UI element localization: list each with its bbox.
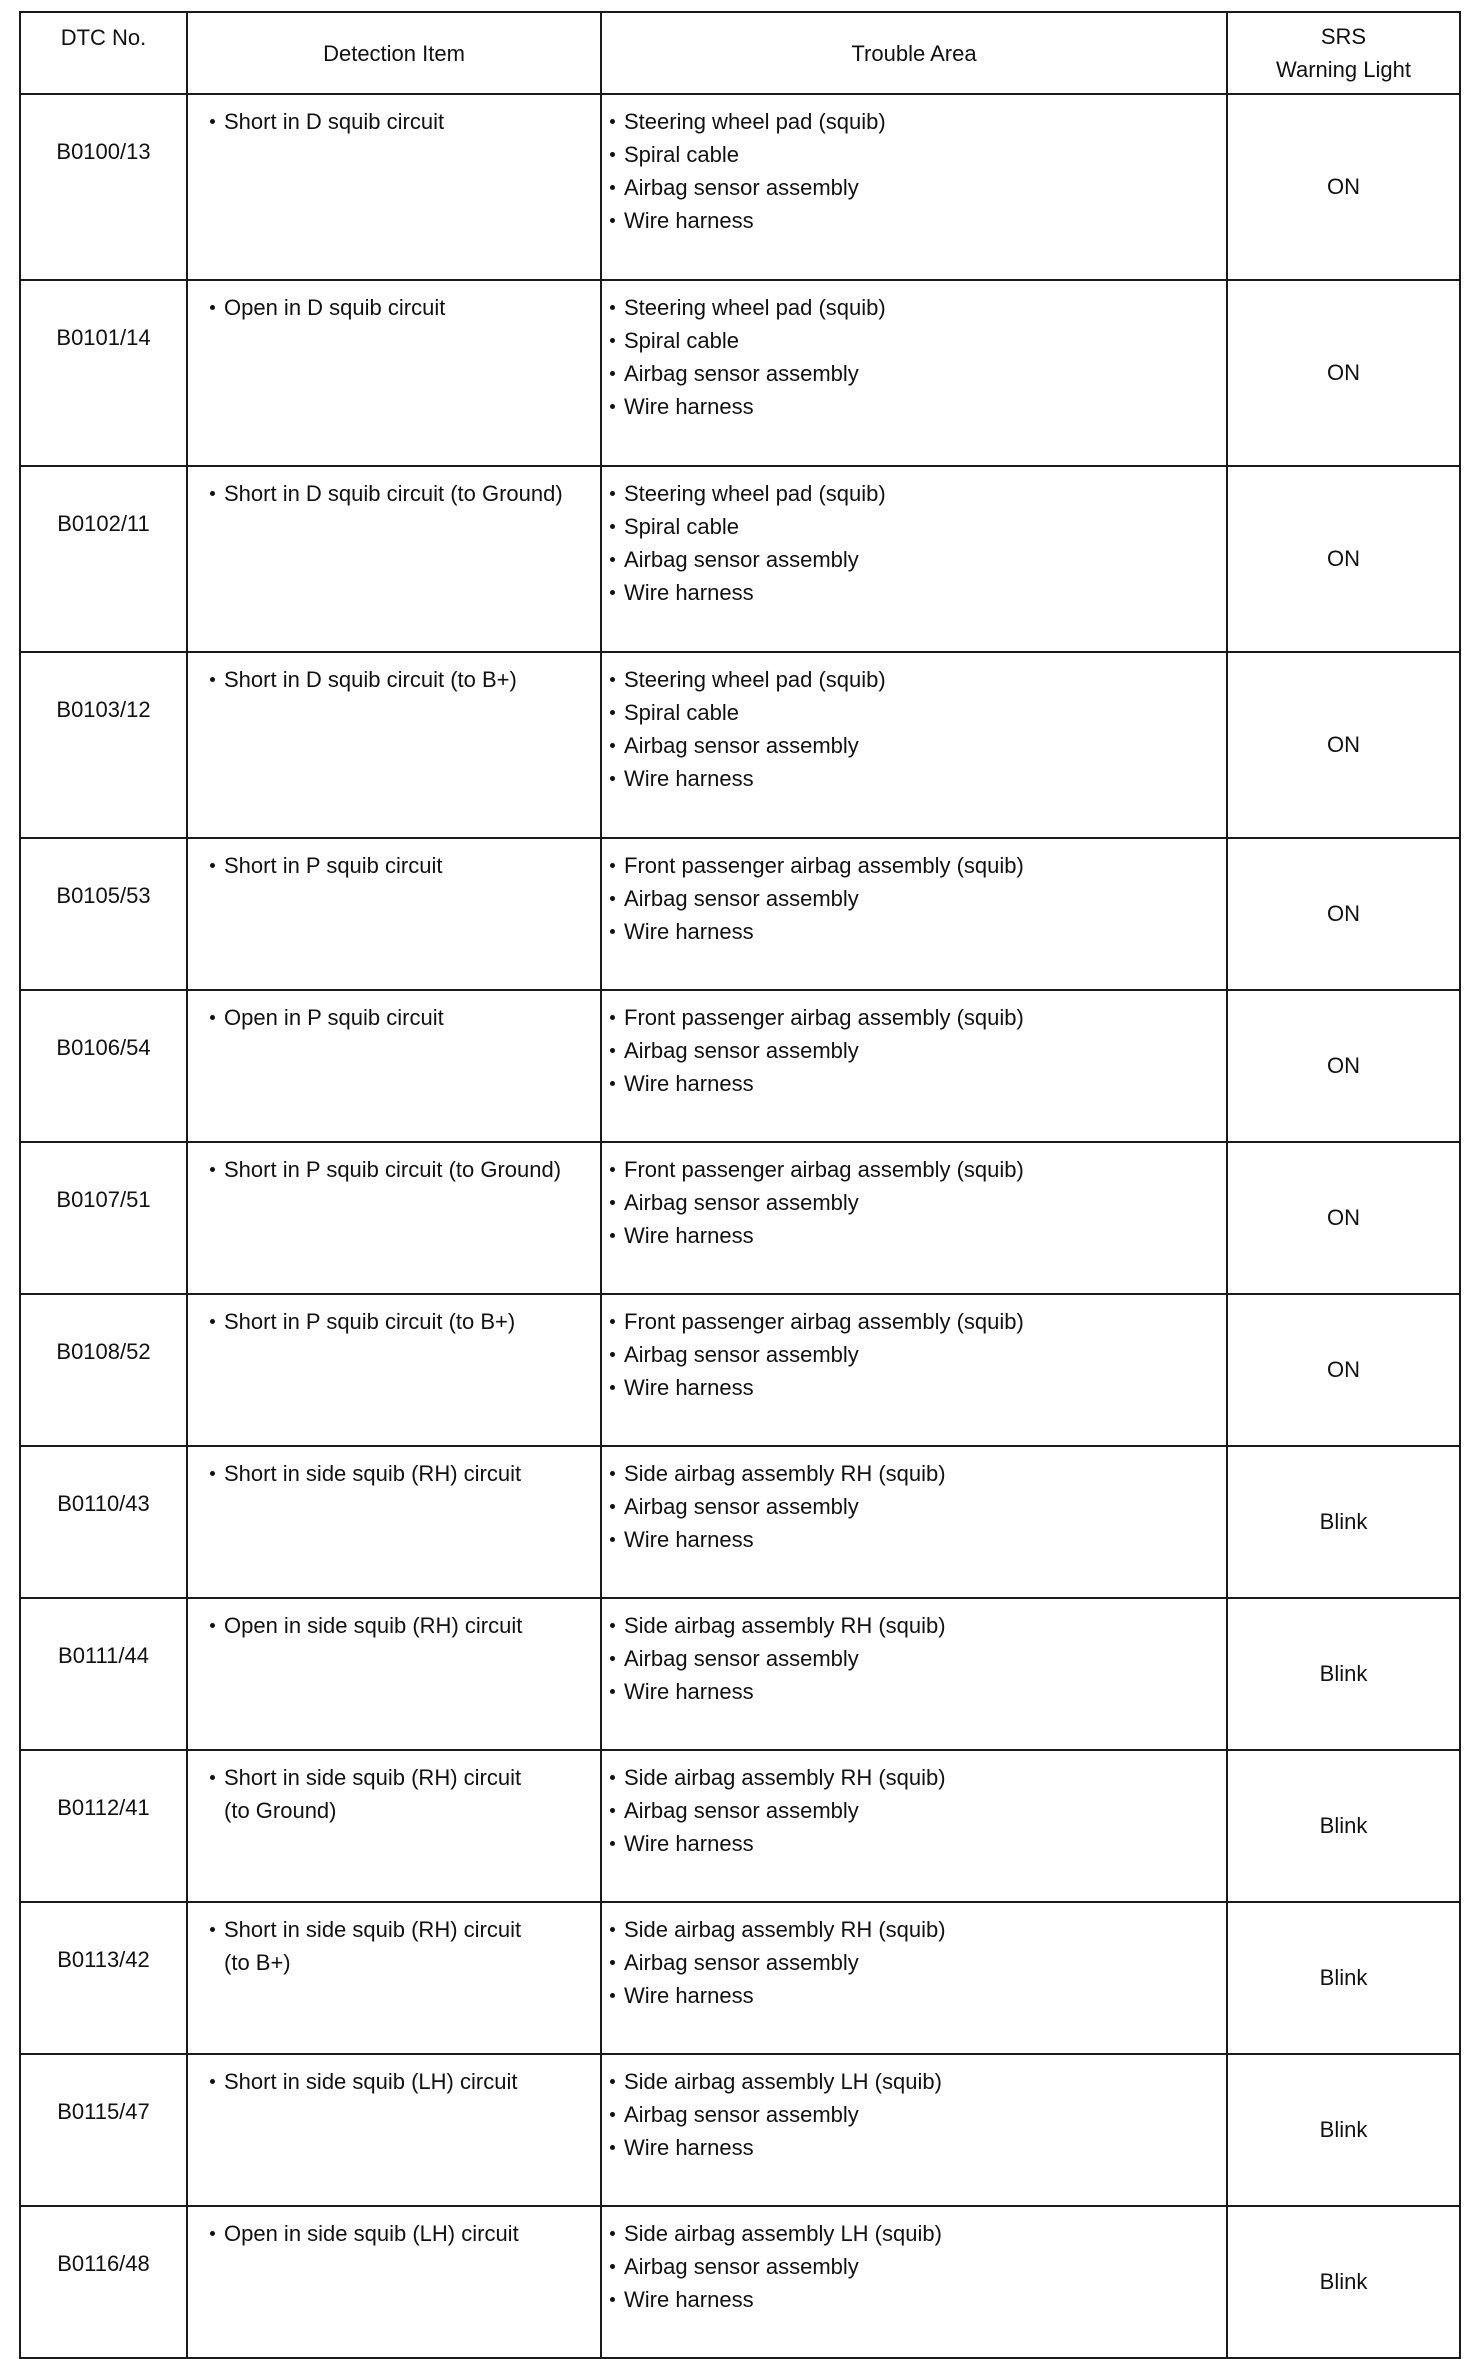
- trouble-area-item: Airbag sensor assembly: [610, 171, 1218, 204]
- header-srs-line1: SRS: [1320, 24, 1367, 49]
- table-row: [20, 1902, 1460, 2054]
- trouble-area-item: Airbag sensor assembly: [610, 1186, 1218, 1219]
- detection-item-text: Open in D squib circuit: [210, 291, 592, 324]
- table-row: [20, 2054, 1460, 2206]
- trouble-area-item: Wire harness: [610, 1371, 1218, 1404]
- dtc-code: B0116/48: [20, 2206, 187, 2358]
- trouble-area-cell: [601, 1446, 1227, 1598]
- detection-item-cell: [187, 1142, 601, 1294]
- dtc-code: B0101/14: [20, 280, 187, 466]
- trouble-area-cell: [601, 1902, 1227, 2054]
- trouble-area-item: Wire harness: [610, 390, 1218, 423]
- trouble-area-item: Wire harness: [610, 1979, 1218, 2012]
- trouble-area-item: Steering wheel pad (squib): [610, 105, 1218, 138]
- dtc-code: B0102/11: [20, 466, 187, 652]
- detection-item-text: Short in D squib circuit (to B+): [210, 663, 592, 696]
- srs-warning-light-status: Blink: [1227, 2054, 1460, 2206]
- detection-item-text: Open in side squib (LH) circuit: [210, 2217, 592, 2250]
- trouble-area-item: Wire harness: [610, 1067, 1218, 1100]
- trouble-area-item: Side airbag assembly LH (squib): [610, 2065, 1218, 2098]
- trouble-area-cell: [601, 2054, 1227, 2206]
- detection-item-cell: [187, 2206, 601, 2358]
- header-row: [20, 12, 1460, 94]
- table-row: [20, 280, 1460, 466]
- trouble-area-item: Wire harness: [610, 576, 1218, 609]
- table-row: [20, 94, 1460, 280]
- trouble-area-item: Front passenger airbag assembly (squib): [610, 1305, 1218, 1338]
- table-row: [20, 1750, 1460, 1902]
- trouble-area-item: Airbag sensor assembly: [610, 1794, 1218, 1827]
- trouble-area-item: Airbag sensor assembly: [610, 543, 1218, 576]
- trouble-area-item: Airbag sensor assembly: [610, 1034, 1218, 1067]
- detection-item-cell: [187, 2054, 601, 2206]
- table-row: [20, 990, 1460, 1142]
- dtc-code: B0100/13: [20, 94, 187, 280]
- dtc-code: B0110/43: [20, 1446, 187, 1598]
- trouble-area-item: Side airbag assembly RH (squib): [610, 1913, 1218, 1946]
- detection-item-cell: [187, 280, 601, 466]
- trouble-area-item: Side airbag assembly LH (squib): [610, 2217, 1218, 2250]
- detection-item-cell: [187, 990, 601, 1142]
- trouble-area-item: Front passenger airbag assembly (squib): [610, 849, 1218, 882]
- trouble-area-cell: [601, 466, 1227, 652]
- trouble-area-cell: [601, 1294, 1227, 1446]
- trouble-area-item: Airbag sensor assembly: [610, 2250, 1218, 2283]
- detection-item-text: Short in D squib circuit: [210, 105, 592, 138]
- trouble-area-item: Wire harness: [610, 1675, 1218, 1708]
- srs-warning-light-status: ON: [1227, 280, 1460, 466]
- trouble-area-item: Spiral cable: [610, 510, 1218, 543]
- trouble-area-item: Side airbag assembly RH (squib): [610, 1457, 1218, 1490]
- header-trouble-area: Trouble Area: [601, 12, 1227, 94]
- detection-item-text: Short in P squib circuit (to B+): [210, 1305, 592, 1338]
- header-srs-warning-light: [1227, 12, 1460, 94]
- srs-warning-light-status: ON: [1227, 838, 1460, 990]
- trouble-area-item: Spiral cable: [610, 324, 1218, 357]
- trouble-area-item: Front passenger airbag assembly (squib): [610, 1001, 1218, 1034]
- detection-item-text: Short in D squib circuit (to Ground): [210, 477, 592, 510]
- dtc-code: B0105/53: [20, 838, 187, 990]
- table-header: [20, 12, 1460, 94]
- header-detection-item: Detection Item: [187, 12, 601, 94]
- detection-item-cell: [187, 1598, 601, 1750]
- table-row: [20, 1446, 1460, 1598]
- dtc-code: B0111/44: [20, 1598, 187, 1750]
- trouble-area-item: Wire harness: [610, 204, 1218, 237]
- detection-item-text: Short in side squib (RH) circuit: [210, 1913, 592, 1946]
- srs-warning-light-status: Blink: [1227, 2206, 1460, 2358]
- trouble-area-item: Spiral cable: [610, 696, 1218, 729]
- detection-item-text: (to Ground): [224, 1798, 337, 1823]
- trouble-area-item: Wire harness: [610, 1219, 1218, 1252]
- srs-warning-light-status: Blink: [1227, 1446, 1460, 1598]
- table-row: [20, 2206, 1460, 2358]
- dtc-code: B0106/54: [20, 990, 187, 1142]
- detection-item-text: Short in side squib (RH) circuit: [210, 1761, 592, 1794]
- detection-item-text: Short in P squib circuit (to Ground): [210, 1153, 592, 1186]
- dtc-code: B0108/52: [20, 1294, 187, 1446]
- trouble-area-item: Wire harness: [610, 2131, 1218, 2164]
- dtc-code: B0103/12: [20, 652, 187, 838]
- detection-item-cell: [187, 94, 601, 280]
- srs-warning-light-status: ON: [1227, 466, 1460, 652]
- table-row: [20, 838, 1460, 990]
- dtc-code: B0115/47: [20, 2054, 187, 2206]
- detection-item-cell: [187, 838, 601, 990]
- table-row: [20, 652, 1460, 838]
- detection-item-cell: [187, 652, 601, 838]
- trouble-area-item: Airbag sensor assembly: [610, 2098, 1218, 2131]
- trouble-area-item: Wire harness: [610, 1827, 1218, 1860]
- dtc-code: B0107/51: [20, 1142, 187, 1294]
- trouble-area-item: Spiral cable: [610, 138, 1218, 171]
- table-body: [20, 94, 1460, 2358]
- srs-warning-light-status: ON: [1227, 990, 1460, 1142]
- trouble-area-cell: [601, 838, 1227, 990]
- trouble-area-item: Wire harness: [610, 762, 1218, 795]
- srs-warning-light-status: ON: [1227, 1294, 1460, 1446]
- trouble-area-item: Wire harness: [610, 1523, 1218, 1556]
- srs-warning-light-status: ON: [1227, 94, 1460, 280]
- detection-item-cell: [187, 1294, 601, 1446]
- trouble-area-cell: [601, 94, 1227, 280]
- dtc-code: B0112/41: [20, 1750, 187, 1902]
- trouble-area-cell: [601, 990, 1227, 1142]
- trouble-area-cell: [601, 280, 1227, 466]
- trouble-area-item: Airbag sensor assembly: [610, 1338, 1218, 1371]
- dtc-table: [19, 11, 1461, 2359]
- table-row: [20, 466, 1460, 652]
- trouble-area-cell: [601, 1142, 1227, 1294]
- srs-warning-light-status: ON: [1227, 652, 1460, 838]
- trouble-area-cell: [601, 652, 1227, 838]
- trouble-area-item: Steering wheel pad (squib): [610, 291, 1218, 324]
- trouble-area-item: Side airbag assembly RH (squib): [610, 1609, 1218, 1642]
- detection-item-text: Short in side squib (RH) circuit: [210, 1457, 592, 1490]
- trouble-area-item: Front passenger airbag assembly (squib): [610, 1153, 1218, 1186]
- detection-item-cell: [187, 1902, 601, 2054]
- table-row: [20, 1294, 1460, 1446]
- trouble-area-item: Airbag sensor assembly: [610, 729, 1218, 762]
- srs-warning-light-status: ON: [1227, 1142, 1460, 1294]
- table-row: [20, 1142, 1460, 1294]
- detection-item-text: Short in P squib circuit: [210, 849, 592, 882]
- trouble-area-item: Wire harness: [610, 2283, 1218, 2316]
- trouble-area-item: Wire harness: [610, 915, 1218, 948]
- trouble-area-item: Side airbag assembly RH (squib): [610, 1761, 1218, 1794]
- trouble-area-cell: [601, 1598, 1227, 1750]
- srs-warning-light-status: Blink: [1227, 1902, 1460, 2054]
- trouble-area-item: Airbag sensor assembly: [610, 882, 1218, 915]
- trouble-area-item: Airbag sensor assembly: [610, 357, 1218, 390]
- srs-warning-light-status: Blink: [1227, 1750, 1460, 1902]
- detection-item-cell: [187, 1750, 601, 1902]
- detection-item-text: Open in side squib (RH) circuit: [210, 1609, 592, 1642]
- table-row: [20, 1598, 1460, 1750]
- header-srs-line2: Warning Light: [1276, 57, 1411, 82]
- trouble-area-item: Airbag sensor assembly: [610, 1490, 1218, 1523]
- detection-item-text: Open in P squib circuit: [210, 1001, 592, 1034]
- trouble-area-cell: [601, 1750, 1227, 1902]
- detection-item-text: Short in side squib (LH) circuit: [210, 2065, 592, 2098]
- detection-item-cell: [187, 466, 601, 652]
- trouble-area-cell: [601, 2206, 1227, 2358]
- detection-item-text: (to B+): [224, 1950, 291, 1975]
- header-dtc-no: DTC No.: [20, 12, 187, 94]
- srs-warning-light-status: Blink: [1227, 1598, 1460, 1750]
- trouble-area-item: Steering wheel pad (squib): [610, 663, 1218, 696]
- dtc-code: B0113/42: [20, 1902, 187, 2054]
- trouble-area-item: Steering wheel pad (squib): [610, 477, 1218, 510]
- trouble-area-item: Airbag sensor assembly: [610, 1642, 1218, 1675]
- detection-item-cell: [187, 1446, 601, 1598]
- trouble-area-item: Airbag sensor assembly: [610, 1946, 1218, 1979]
